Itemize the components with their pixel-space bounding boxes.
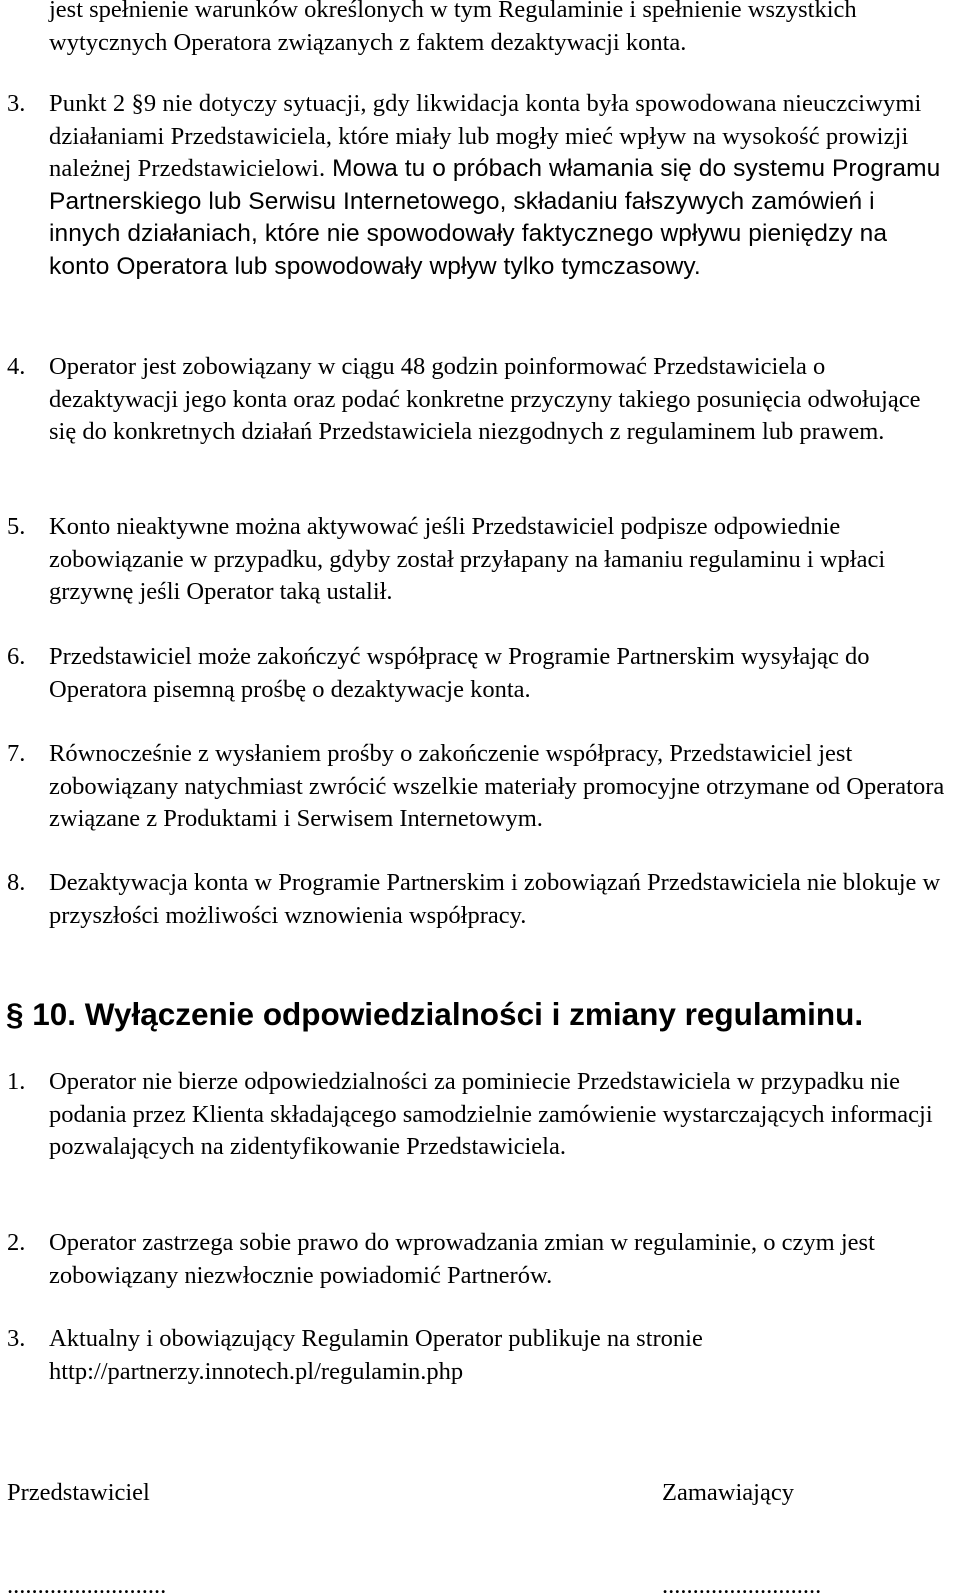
signature-label-customer: Zamawiający bbox=[662, 1479, 794, 1506]
section9-item-5 bbox=[7, 511, 949, 609]
signature-label-representative: Przedstawiciel bbox=[7, 1479, 150, 1506]
section9-item-3 bbox=[7, 88, 949, 283]
section10-heading: § 10. Wyłączenie odpowiedzialności i zmiany regulaminu. bbox=[6, 996, 864, 1032]
section9-item-6 bbox=[7, 641, 949, 706]
signature-line-representative: .......................... bbox=[7, 1576, 167, 1596]
item-text: Konto nieaktywne można aktywować jeśli Przedstawiciel podpisze odpowiednie zobowiązanie w przypadku, gdyby został przyłapany na łamaniu regulaminu i wpłaci grzywnę jeśli Operator taką ustalił. bbox=[49, 513, 886, 605]
item-text bbox=[49, 88, 949, 283]
item-text: Równocześnie z wysłaniem prośby o zakończenie współpracy, Przedstawiciel jest zobowiązany natychmiast zwrócić wszelkie materiały promocyjne otrzymane od Operatora związane z Produktami i Serwisem Internetowym. bbox=[49, 740, 945, 832]
item-text-serif: Punkt 2 §9 nie dotyczy sytuacji, gdy likwidacja konta była spowodowana nieuczciwymi działaniami Przedstawiciela, które miały lub mogły mieć wpływ na wysokość prowizji należnej Przedstawicielowi. bbox=[49, 90, 922, 182]
item-number: 2. bbox=[7, 1229, 26, 1256]
item-text: Dezaktywacja konta w Programie Partnerskim i zobowiązań Przedstawiciela nie blokuje w przyszłości możliwości wznowienia współpracy. bbox=[49, 869, 941, 929]
section9-item-4 bbox=[7, 351, 949, 449]
item-text: Operator jest zobowiązany w ciągu 48 godzin poinformować Przedstawiciela o dezaktywacji jego konta oraz podać konkretne przyczyny takiego posunięcia odwołujące się do konkretnych działań Przedstawiciela niezgodnych z regulaminem lub prawem. bbox=[49, 353, 921, 445]
continuation-text: jest spełnienie warunków określonych w tym Regulaminie i spełnienie wszystkich wytycznych Operatora związanych z faktem dezaktywacji konta. bbox=[49, 0, 857, 56]
item-number: 7. bbox=[7, 740, 26, 767]
item-number: 1. bbox=[7, 1068, 26, 1095]
item-number: 3. bbox=[7, 1325, 26, 1352]
item-number: 3. bbox=[7, 90, 26, 117]
signature-line-customer: .......................... bbox=[662, 1576, 822, 1596]
item-text: Aktualny i obowiązujący Regulamin Operator publikuje na stronie http://partnerzy.innotech.pl/regulamin.php bbox=[49, 1325, 703, 1385]
section10-item-3 bbox=[7, 1323, 949, 1388]
item-text: Operator nie bierze odpowiedzialności za pominiecie Przedstawiciela w przypadku nie podania przez Klienta składającego samodzielnie zamówienie wystarczających informacji pozwalających na zidentyfikowanie Przedstawiciela. bbox=[49, 1068, 933, 1160]
section10-item-2 bbox=[7, 1227, 949, 1292]
item-number: 5. bbox=[7, 513, 26, 540]
continuation-paragraph bbox=[49, 0, 949, 59]
section9-item-7 bbox=[7, 738, 949, 836]
section10-item-1 bbox=[7, 1066, 949, 1164]
item-text: Przedstawiciel może zakończyć współpracę w Programie Partnerskim wysyłając do Operatora pisemną prośbę o dezaktywacje konta. bbox=[49, 643, 870, 703]
item-number: 6. bbox=[7, 643, 26, 670]
item-text: Operator zastrzega sobie prawo do wprowadzania zmian w regulaminie, o czym jest zobowiązany niezwłocznie powiadomić Partnerów. bbox=[49, 1229, 875, 1289]
section9-item-8 bbox=[7, 867, 949, 932]
item-number: 8. bbox=[7, 869, 26, 896]
item-text-sans: Mowa tu o próbach włamania się do systemu Programu Partnerskiego lub Serwisu Internetowego, składaniu fałszywych zamówień i innych działaniach, które nie spowodowały faktycznego wpływu pieniędzy na konto Operatora lub spowodowały wpływ tylko tymczasowy. bbox=[49, 155, 941, 280]
item-number: 4. bbox=[7, 353, 26, 380]
